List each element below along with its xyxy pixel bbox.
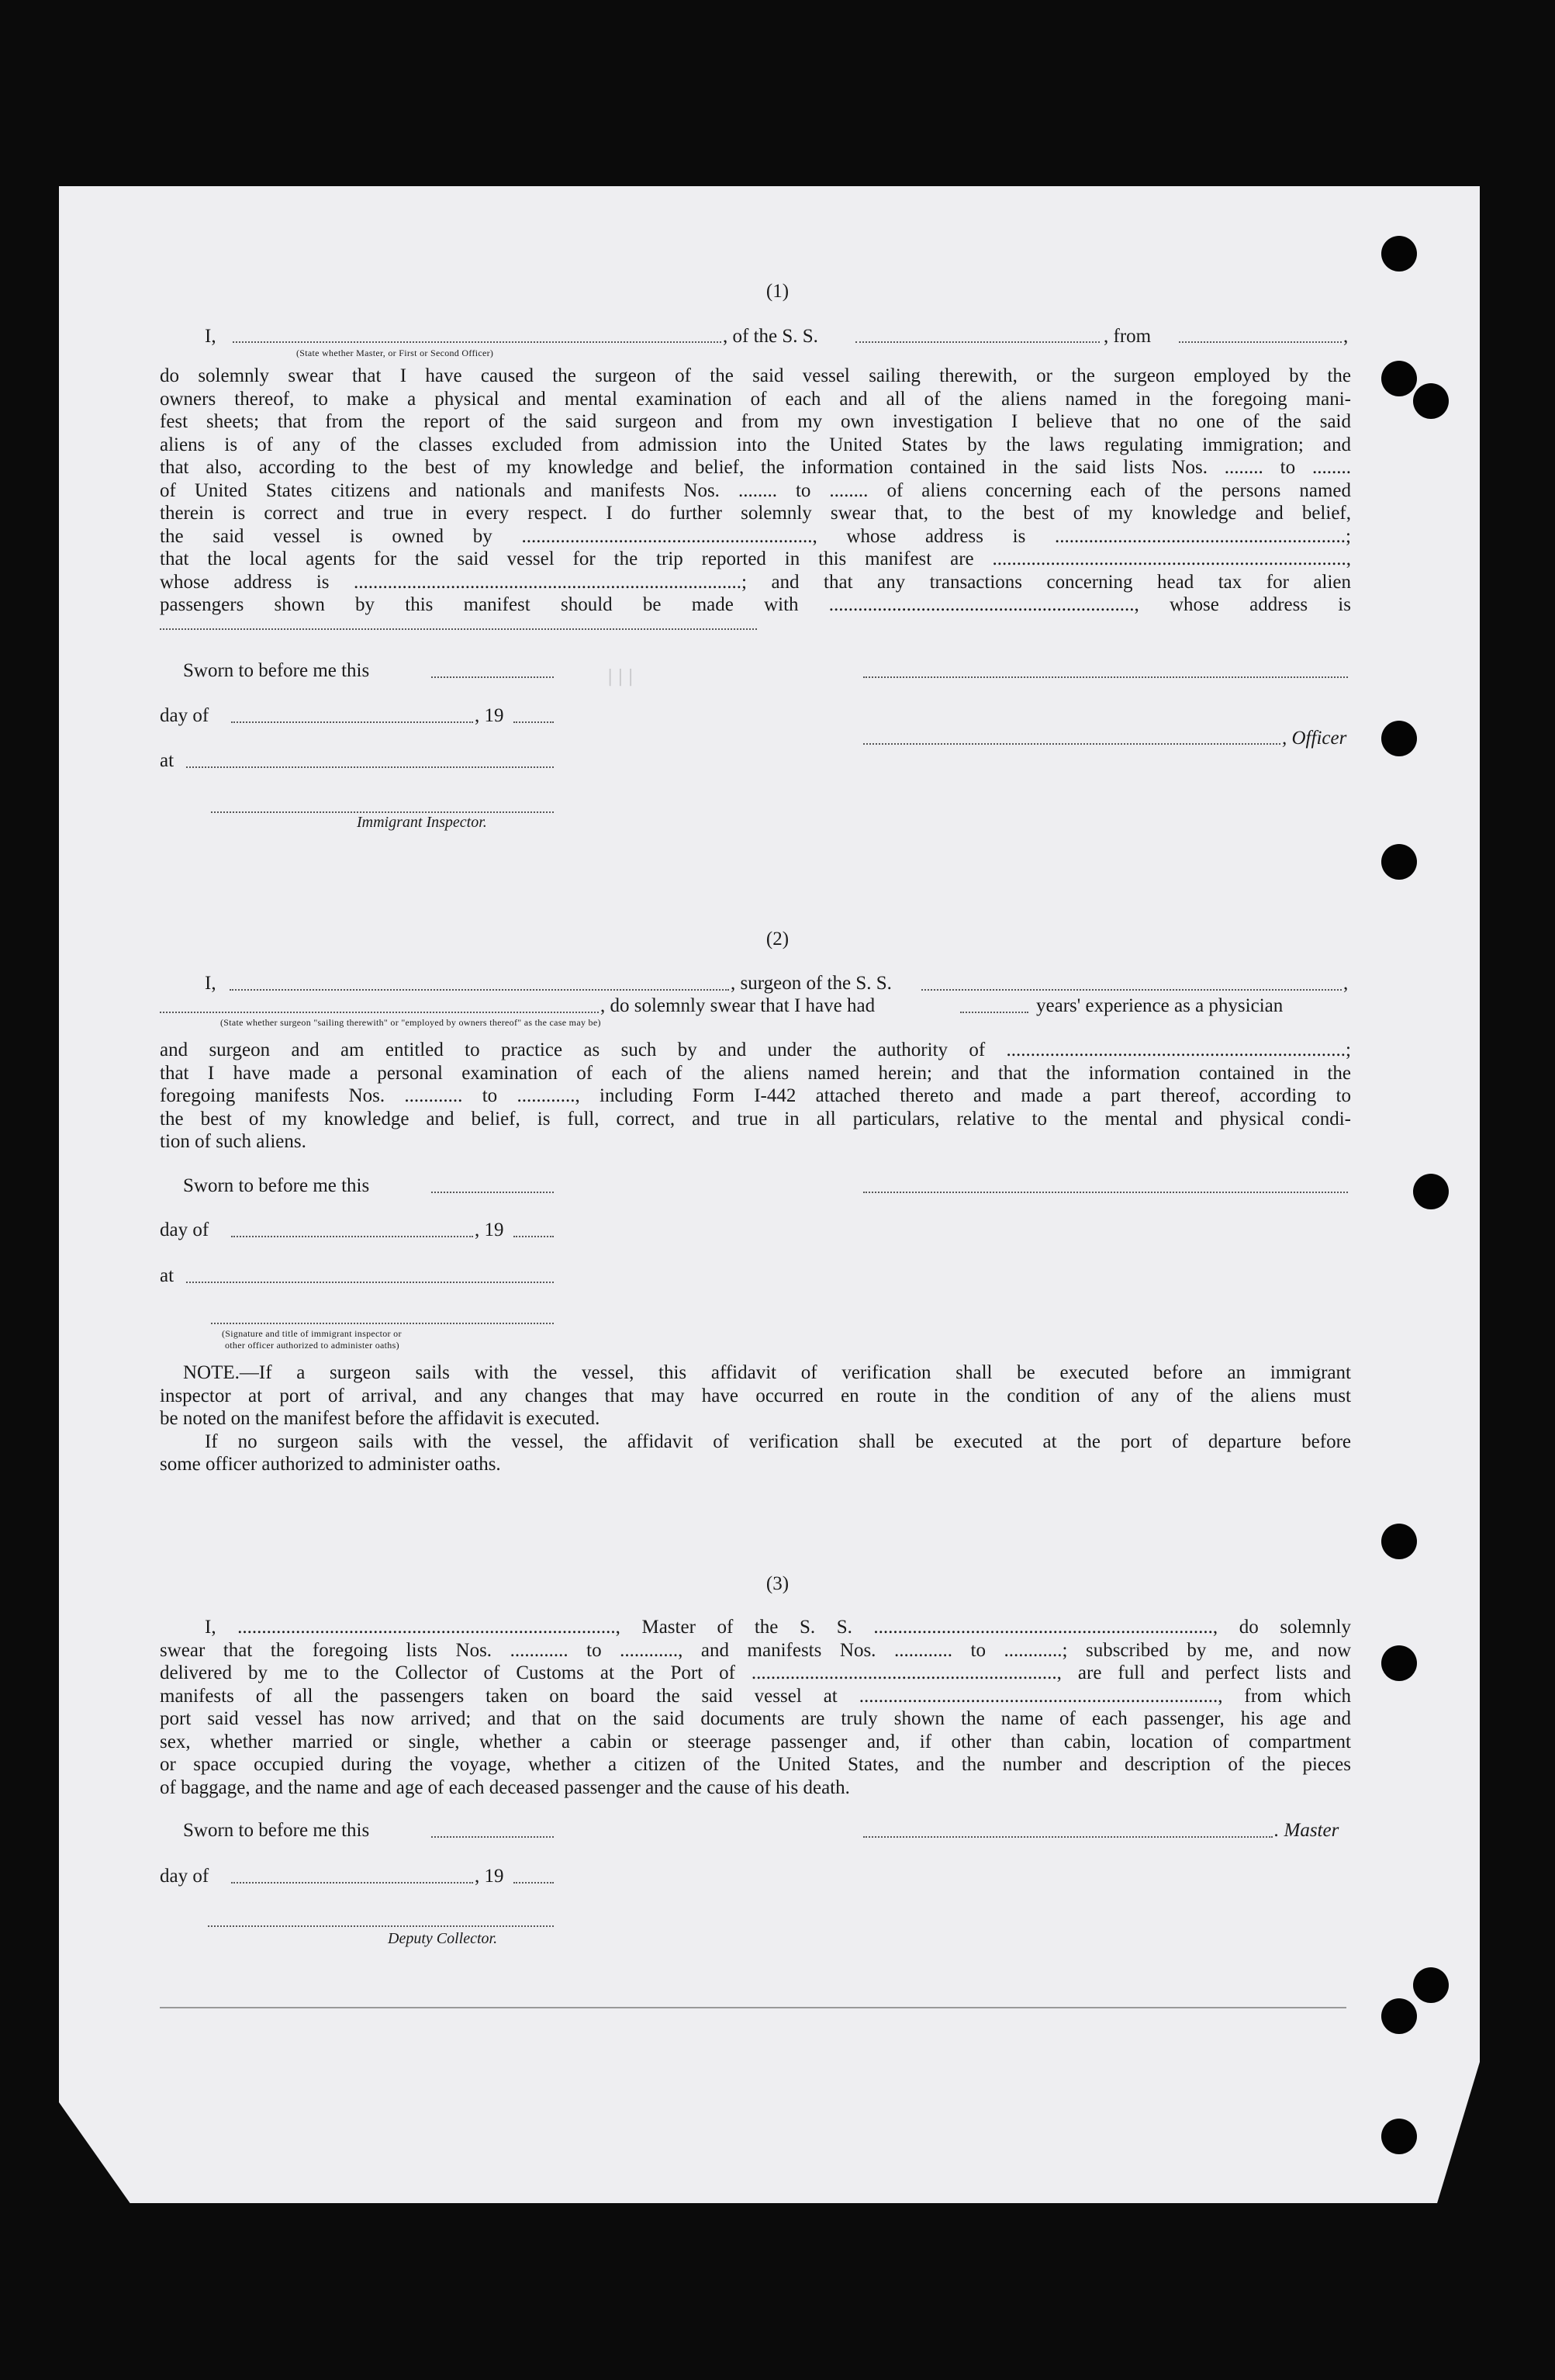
day-of-label: day of: [160, 705, 209, 726]
punch-hole: [1413, 1174, 1449, 1209]
deputy-collector-label: Deputy Collector.: [388, 1930, 498, 1947]
oath-line: of baggage, and the name and age of each deceased passenger and the cause of his death.: [160, 1776, 850, 1798]
day-of-label: day of: [160, 1866, 209, 1887]
punch-hole: [1381, 1645, 1417, 1681]
master-label: . Master: [1274, 1820, 1339, 1841]
vessel-name-field[interactable]: [855, 341, 1100, 343]
section-1-comma: ,: [1343, 326, 1349, 347]
inspector-label: Immigrant Inspector.: [357, 814, 487, 831]
sworn-label: Sworn to before me this: [183, 1175, 370, 1196]
section-2-i-label: I,: [205, 973, 216, 994]
signature-note-2: other officer authorized to administer oaths): [225, 1340, 399, 1351]
section-1-number: (1): [765, 281, 790, 302]
head-tax-address-field[interactable]: [160, 628, 757, 630]
year-field[interactable]: [513, 721, 554, 723]
authorized-officer-signature-line[interactable]: [211, 1323, 554, 1324]
oath-line: therein is correct and true in every respect. I do further solemnly swear that, to the best of my knowledge and belief,: [160, 503, 1351, 524]
oath-line: that I have made a personal examination of each of the aliens named herein; and that the information contained in the: [160, 1062, 1351, 1084]
year-field[interactable]: [513, 1236, 554, 1237]
oath-line: do solemnly swear that I have caused the surgeon of the said vessel sailing therewith, or the surgeon employed by the: [160, 365, 1351, 386]
bottom-rule: [160, 2007, 1346, 2008]
punch-hole: [1413, 1967, 1449, 2003]
oath-line: fest sheets; that from the report of the said surgeon and from my own investigation I believe that no one of the said: [160, 411, 1351, 432]
oath-line: sex, whether married or single, whether a cabin or steerage passenger and, if other than cabin, location of compartment: [160, 1731, 1351, 1752]
note-line: NOTE.—If a surgeon sails with the vessel, this affidavit of verification shall be executed before an immigrant: [183, 1362, 1351, 1383]
sworn-label: Sworn to before me this: [183, 660, 370, 681]
note-line: be noted on the manifest before the affidavit is executed.: [160, 1408, 600, 1429]
year-label: , 19: [475, 1866, 504, 1887]
swear-line-label: , do solemnly swear that I have had: [600, 995, 876, 1016]
surgeon-type-note: (State whether surgeon "sailing therewith" or "employed by owners thereof" as the case may be): [220, 1017, 601, 1028]
section-1-of-the-ss: , of the S. S.: [723, 326, 818, 347]
surgeon-type-field[interactable]: [160, 1012, 599, 1013]
officer-name-field[interactable]: [233, 341, 721, 343]
section-2-number: (2): [765, 929, 790, 950]
day-of-field[interactable]: [231, 1236, 473, 1237]
punch-hole: [1381, 236, 1417, 272]
year-field[interactable]: [513, 1882, 554, 1884]
oath-line: of United States citizens and nationals and manifests Nos. ........ to ........ of aliens concerning each of the persons named: [160, 479, 1351, 501]
master-signature-line[interactable]: [863, 1836, 1273, 1838]
oath-line: or space occupied during the voyage, whether a citizen of the United States, and the number and description of the pieces: [160, 1754, 1351, 1775]
officer-signature-line-2[interactable]: [863, 743, 1280, 745]
punch-hole: [1381, 361, 1417, 396]
oath-line: and surgeon and am entitled to practice as such by and under the authority of ......................................................................;: [160, 1040, 1351, 1060]
section-1-from: , from: [1104, 326, 1152, 347]
oath-line: owners thereof, to make a physical and mental examination of each and all of the aliens named in the foregoing mani-: [160, 388, 1351, 410]
sworn-date-field[interactable]: [431, 1836, 554, 1838]
officer-label: , Officer: [1282, 728, 1347, 749]
officer-rank-note: (State whether Master, or First or Second Officer): [296, 348, 494, 358]
section-3-number: (3): [765, 1573, 790, 1594]
from-port-field[interactable]: [1179, 341, 1342, 343]
oath-line: the best of my knowledge and belief, is full, correct, and true in all particulars, relative to the mental and physical condi-: [160, 1108, 1351, 1129]
note-line: inspector at port of arrival, and any changes that may have occurred en route in the condition of any of the aliens must: [160, 1385, 1351, 1406]
years-label: years' experience as a physician: [1036, 995, 1284, 1016]
at-place-field[interactable]: [186, 1282, 554, 1283]
oath-line: I, .............................................................................., Master of the S. S. ......................................................................, do solemnly: [205, 1617, 1351, 1638]
punch-hole: [1381, 721, 1417, 756]
bleed-through-text: |||: [605, 667, 636, 687]
day-of-label: day of: [160, 1219, 209, 1240]
section-1-oath-paragraph: [160, 365, 1351, 617]
oath-line: manifests of all the passengers taken on board the said vessel at .........................................................................., from which: [160, 1685, 1351, 1707]
year-label: , 19: [475, 705, 504, 726]
oath-line: port said vessel has now arrived; and that on the said documents are truly shown the name of each passenger, his age and: [160, 1708, 1351, 1729]
oath-line: that also, according to the best of my knowledge and belief, the information contained in the said lists Nos. ........ to ........: [160, 457, 1351, 478]
surgeon-of-label: , surgeon of the S. S.: [731, 973, 892, 994]
punch-hole: [1381, 1524, 1417, 1559]
at-label: at: [160, 1265, 175, 1286]
section-2-comma: ,: [1343, 973, 1349, 994]
punch-hole: [1413, 383, 1449, 419]
oath-line: swear that the foregoing lists Nos. ............ to ............, and manifests Nos. ............ to ............; subscribed by me, and now: [160, 1639, 1351, 1661]
section-2-oath-paragraph: [160, 1039, 1351, 1154]
deputy-collector-signature-line[interactable]: [208, 1925, 554, 1927]
sworn-date-field[interactable]: [431, 676, 554, 678]
oath-line: whose address is ................................................................................; and that any transactions concerning head tax for alien: [160, 571, 1351, 593]
punch-hole: [1381, 2119, 1417, 2154]
surgeon-signature-line[interactable]: [863, 1192, 1348, 1193]
day-of-field[interactable]: [231, 1882, 473, 1884]
oath-line: delivered by me to the Collector of Customs at the Port of ..............................................................., are full and perfect lists and: [160, 1662, 1351, 1683]
surgeon-name-field[interactable]: [230, 989, 729, 991]
sworn-label: Sworn to before me this: [183, 1820, 370, 1841]
note-paragraph: [160, 1361, 1351, 1476]
years-experience-field[interactable]: [960, 1012, 1028, 1013]
punch-hole: [1381, 1998, 1417, 2034]
punch-hole: [1381, 844, 1417, 880]
officer-signature-line-1[interactable]: [863, 676, 1348, 678]
section-3-oath-paragraph: [160, 1616, 1351, 1799]
note-line: some officer authorized to administer oaths.: [160, 1454, 501, 1475]
signature-note-1: (Signature and title of immigrant inspector or: [222, 1328, 402, 1339]
sworn-date-field[interactable]: [431, 1192, 554, 1193]
oath-line: foregoing manifests Nos. ............ to ............, including Form I-442 attached thereto and made a part thereof, according to: [160, 1085, 1351, 1106]
note-line: If no surgeon sails with the vessel, the affidavit of verification shall be executed at the port of departure before: [205, 1430, 1351, 1452]
surgeon-vessel-field[interactable]: [921, 989, 1342, 991]
day-of-field[interactable]: [231, 721, 473, 723]
oath-line: tion of such aliens.: [160, 1131, 306, 1152]
at-label: at: [160, 750, 175, 771]
at-place-field[interactable]: [186, 766, 554, 768]
year-label: , 19: [475, 1219, 504, 1240]
section-1-i-label: I,: [205, 326, 216, 347]
oath-line: the said vessel is owned by ............................................................, whose address is ............................................................;: [160, 525, 1351, 547]
oath-line: aliens is of any of the classes excluded from admission into the United States by the laws regulating immigration; and: [160, 434, 1351, 455]
oath-line: passengers shown by this manifest should be made with ..............................................................., whose address is: [160, 594, 1351, 615]
oath-line: that the local agents for the said vessel for the trip reported in this manifest are .........................................................................,: [160, 548, 1351, 569]
